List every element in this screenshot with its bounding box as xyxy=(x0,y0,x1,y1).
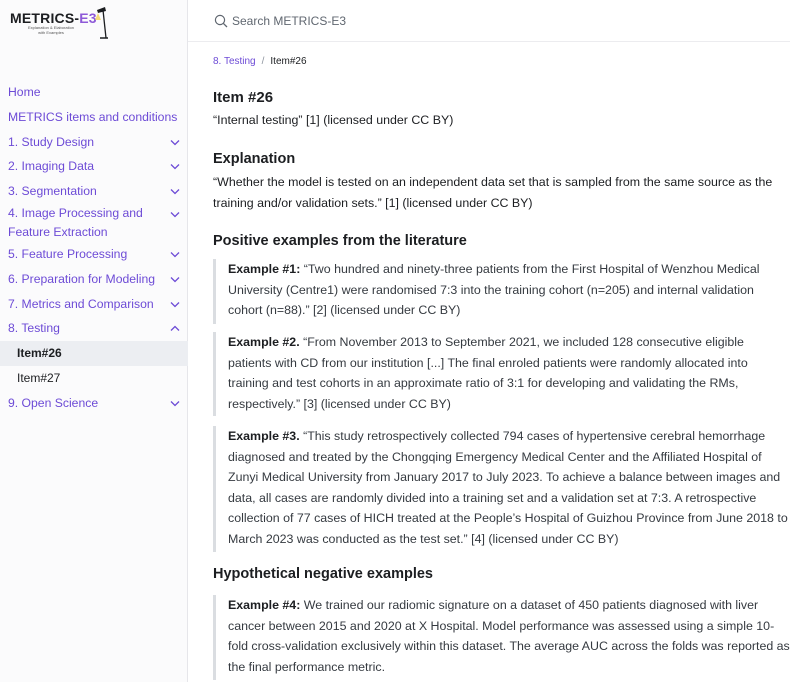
sidebar-item-imaging-data[interactable]: 2. Imaging Data xyxy=(0,154,188,179)
sidebar-item-image-processing[interactable]: 4. Image Processing and Feature Extraction xyxy=(0,204,172,242)
sidebar-subitem-item27[interactable]: Item#27 xyxy=(17,370,61,385)
top-bar xyxy=(188,0,790,42)
chevron-down-icon[interactable] xyxy=(170,242,180,267)
example-text: “This study retrospectively collected 794 cases of hypertensive cerebral hemorrhage diagnosed and treated by the Chongqing Emergency Medical Center and the Affiliated Hospital of Zunyi Medical University from January 2017 to July 2023. To achieve a balance between images and data, all cases are randomly divided into a training set and a validation set at 7:3. A retrospective collection of 77 cases of HICH treated at the People’s Hospital of Guizhou Province from June 2018 to March 2023 was conducted as the test set.” [4] (licensed under CC BY) xyxy=(228,429,788,546)
chevron-down-icon[interactable] xyxy=(170,130,180,155)
sidebar-item-home[interactable]: Home xyxy=(8,85,41,99)
example-label: Example #2. xyxy=(228,335,300,349)
example-label: Example #1: xyxy=(228,262,301,276)
sidebar-item-segmentation[interactable]: 3. Segmentation xyxy=(0,179,188,204)
logo-subtitle: Explanation & Elaboration with Examples xyxy=(27,25,75,35)
breadcrumb xyxy=(213,56,307,67)
search-box[interactable] xyxy=(214,12,346,30)
chevron-down-icon[interactable] xyxy=(170,154,180,179)
example-quote xyxy=(213,595,790,680)
sidebar-item-metrics-items[interactable]: METRICS items and conditions xyxy=(8,109,178,124)
positive-examples-heading: Positive examples from the literature xyxy=(213,233,467,249)
chevron-down-icon[interactable] xyxy=(170,292,180,317)
explanation-text: “Whether the model is tested on an independent data set that is sampled from the same source as the training and/or validation sets.” [1] (licensed under CC BY) xyxy=(213,175,773,210)
sidebar-item-study-design[interactable]: 1. Study Design xyxy=(0,130,188,155)
sidebar-nav xyxy=(0,80,188,416)
explanation-heading: Explanation xyxy=(213,151,296,167)
search-icon xyxy=(214,14,228,28)
logo[interactable] xyxy=(8,2,108,40)
sidebar-item-feature-processing[interactable]: 5. Feature Processing xyxy=(0,242,188,267)
breadcrumb-link-testing[interactable]: 8. Testing xyxy=(213,56,256,67)
sidebar-item-testing[interactable]: 8. Testing xyxy=(0,316,188,341)
search-input[interactable]: Search METRICS-E3 xyxy=(232,14,347,28)
sidebar-subitem-item26[interactable]: Item#26 xyxy=(0,341,188,366)
lamp-icon xyxy=(94,4,108,40)
example-label: Example #4: xyxy=(228,598,301,612)
negative-examples-heading: Hypothetical negative examples xyxy=(213,566,433,582)
example-quote xyxy=(213,426,790,552)
page-title: Item #26 xyxy=(213,89,274,106)
sidebar-item-open-science[interactable]: 9. Open Science xyxy=(0,391,188,416)
example-quote xyxy=(213,332,790,416)
chevron-down-icon[interactable] xyxy=(170,179,180,204)
chevron-up-icon[interactable] xyxy=(170,316,180,341)
example-text: “Two hundred and ninety-three patients from the First Hospital of Wenzhou Medical University (Centre1) were randomised 7:3 into the training cohort (n=205) and internal validation cohort (n=88).” [2] (licensed under CC BY) xyxy=(228,262,760,317)
example-text: “From November 2013 to September 2021, we included 128 consecutive eligible patients with CD from our institution [...] The final enroled patients were randomly allocated into training and test cohorts in an approximate ratio of 3:1 for developing and validating the RMs, respectively.” [3] (licensed under CC BY) xyxy=(228,335,748,411)
example-label: Example #3. xyxy=(228,429,300,443)
chevron-down-icon[interactable] xyxy=(170,204,180,229)
breadcrumb-current: Item#26 xyxy=(270,56,307,67)
sidebar-item-metrics-comparison[interactable]: 7. Metrics and Comparison xyxy=(0,292,188,317)
chevron-down-icon[interactable] xyxy=(170,267,180,292)
example-quote xyxy=(213,259,790,324)
sidebar xyxy=(0,0,188,682)
logo-title: METRICS-E3 xyxy=(10,10,97,26)
chevron-down-icon[interactable] xyxy=(170,391,180,416)
breadcrumb-separator: / xyxy=(261,56,265,67)
example-text: We trained our radiomic signature on a dataset of 450 patients diagnosed with liver cancer between 2015 and 2020 at X Hospital. Model performance was assessed using a simple 10-fold cross-validation exclusively within this dataset. The average AUC across the folds was reported as the final performance metric. xyxy=(228,598,790,674)
sidebar-item-preparation-modeling[interactable]: 6. Preparation for Modeling xyxy=(0,267,188,292)
page-subtitle: “Internal testing” [1] (licensed under CC BY) xyxy=(213,113,454,127)
